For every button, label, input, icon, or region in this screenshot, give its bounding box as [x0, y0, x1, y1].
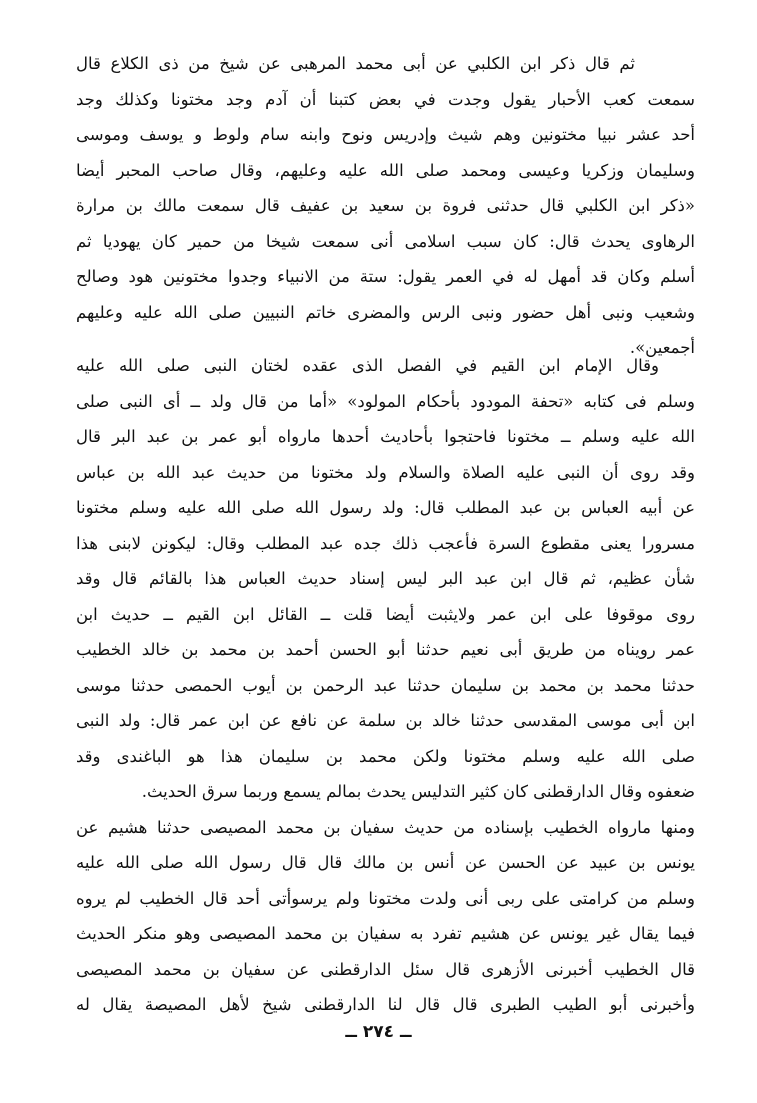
text-line: سمعت كعب الأحبار يقول وجدت في بعض كتبنا أن آدم وجد مختونا وكذلك وجد	[76, 89, 695, 109]
text-line: وسليمان وزكريا وعيسى ومحمد صلى الله عليه وعليهم، وقال صاحب المحبر أيضا	[76, 160, 695, 180]
text-line: الله عليه وسلم ــ مختونا فاحتجوا بأحاديث أحدها مارواه أبو عمر بن عبد البر قال	[76, 427, 695, 446]
text-line: وشعيب ونبى أهل حضور ونبى الرس والمضرى خاتم النبيين صلى الله عليه وعليهم	[76, 302, 695, 322]
text-line: يونس بن عبيد عن الحسن عن أنس بن مالك قال قال رسول الله صلى الله عليه	[76, 853, 695, 872]
text-line: صلى الله عليه وسلم مختونا ولكن محمد بن سليمان هذا هو الباغندى وقد	[76, 746, 695, 766]
text-line: وأخبرنى أبو الطيب الطبرى قال قال لنا الدارقطنى شيخ لأهل المصيصة يقال له	[76, 995, 695, 1014]
text-line: «ذكر ابن الكلبي قال حدثنى فروة بن سعيد بن عفيف قال سمعت مالك بن مرارة	[76, 196, 695, 215]
text-line: وسلم من كرامتى على ربى أنى ولدت مختونا ولم يرسوأتى أحد قال الخطيب لم يروه	[76, 888, 695, 908]
text-line: مسرورا يعنى مقطوع السرة فأعجب ذلك جده عبد المطلب وقال: ليكونن لابنى هذا	[76, 533, 695, 553]
text-line: الرهاوى يحدث قال: كان سبب اسلامى أنى سمعت شيخا من حمير كان يهوديا ثم	[76, 231, 695, 251]
text-line: شأن عظيم، ثم قال ابن عبد البر ليس إسناد حديث العباس هذا بالقائم قال وقد	[76, 569, 695, 588]
text-line: أجمعين».	[629, 338, 695, 357]
text-line: أسلم وكان قد أمهل له في العمر يقول: ستة من الانبياء وجدوا مختونين هود وصالح	[76, 267, 695, 286]
text-line: حدثنا محمد بن محمد بن سليمان حدثنا عبد الرحمن بن أيوب الحمصى حدثنا موسى	[76, 675, 695, 695]
text-line: ضعفوه وقال الدارقطنى كان كثير التدليس يحدث بمالم يسمع وربما سرق الحديث.	[141, 782, 695, 801]
text-line: ومنها مارواه الخطيب بإسناده من حديث سفيان بن محمد المصيصى حدثنا هشيم عن	[76, 817, 695, 837]
text-line: ابن أبى موسى المقدسى حدثنا خالد بن سلمة عن نافع عن ابن عمر قال: ولد النبى	[76, 711, 695, 730]
text-line: وقال الإمام ابن القيم في الفصل الذى عقده لختان النبى صلى الله عليه	[76, 356, 659, 375]
paragraph-1	[76, 46, 695, 366]
text-line: قال الخطيب أخبرنى الأزهرى قال سئل الدارقطنى عن سفيان بن محمد المصيصى	[76, 959, 695, 979]
text-line: فيما يقال غير يونس عن هشيم تفرد به سفيان بن محمد المصيصى وهو منكر الحديث	[76, 924, 695, 943]
text-line: وسلم فى كتابه «تحفة المودود بأحكام المولود» «أما من قال ولد ــ أى النبى صلى	[76, 391, 695, 411]
paragraph-2	[76, 348, 695, 1023]
text-line: وقد روى أن النبى عليه الصلاة والسلام ولد مختونا من حديث عبد الله بن عباس	[76, 462, 695, 482]
page-number: ــ ٢٧٤ ــ	[345, 1022, 412, 1042]
text-line: ثم قال ذكر ابن الكلبي عن أبى محمد المرهبى عن شيخ من ذى الكلاع قال	[76, 54, 635, 73]
text-line: أحد عشر نبيا مختونين وهم شيث وإدريس ونوح وابنه سام ولوط و يوسف وموسى	[76, 125, 695, 144]
text-line: عمر رويناه من طريق أبى نعيم حدثنا أبو الحسن أحمد بن محمد بن خالد الخطيب	[76, 640, 695, 659]
text-line: عن أبيه العباس بن عبد المطلب قال: ولد رسول الله صلى الله عليه وسلم مختونا	[76, 498, 695, 517]
text-line: روى موقوفا على ابن عمر ولايثبت أيضا قلت ــ القائل ابن القيم ــ حديث ابن	[76, 604, 695, 624]
